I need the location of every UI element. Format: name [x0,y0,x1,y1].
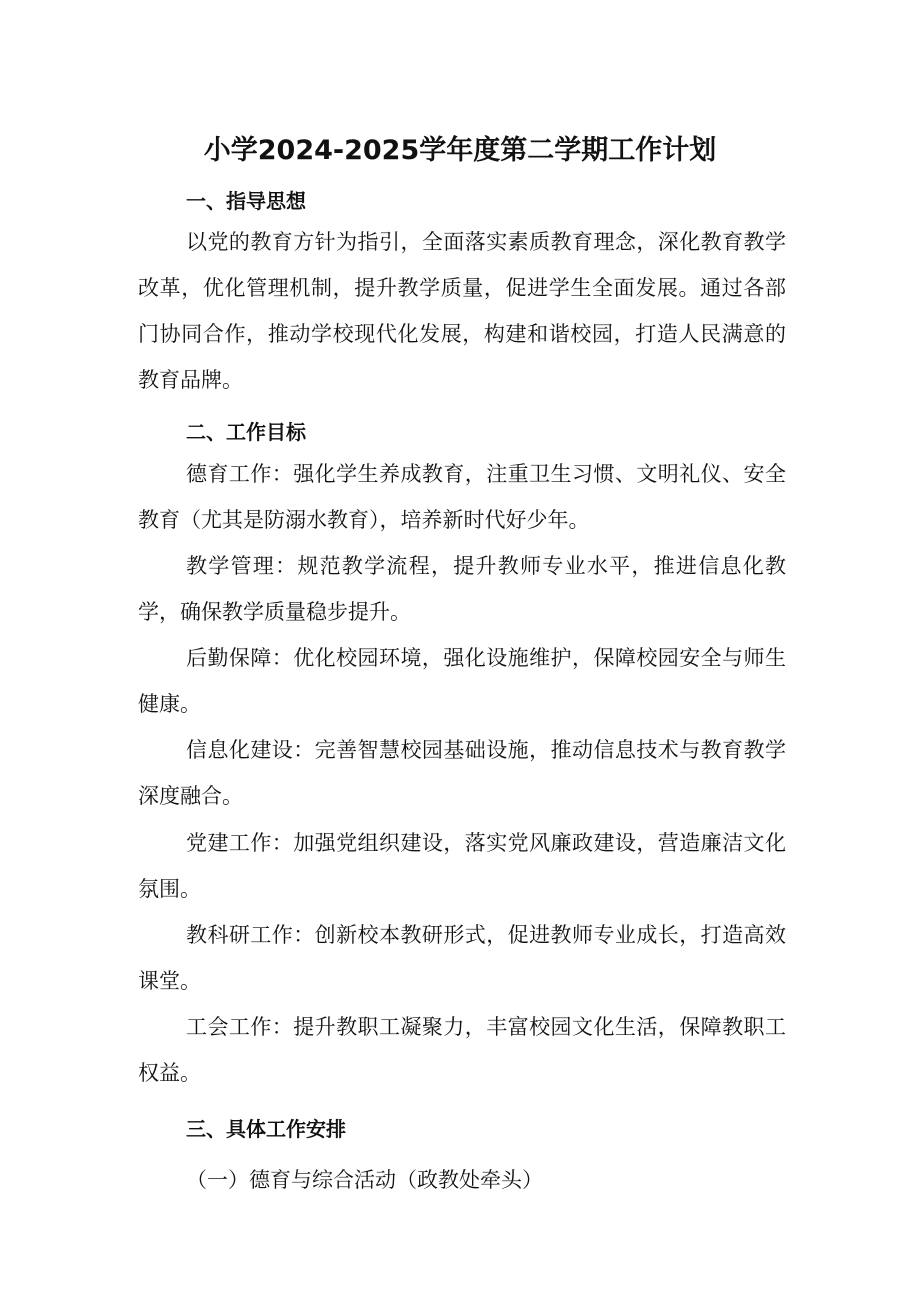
paragraph-goal-informatization: 信息化建设：完善智慧校园基础设施，推动信息技术与教育教学深度融合。 [138,738,786,808]
paragraph-goal-moral-education: 德育工作：强化学生养成教育，注重卫生习惯、文明礼仪、安全教育（尤其是防溺水教育），培养新时代好少年。 [138,462,786,532]
paragraph-goal-labor-union: 工会工作：提升教职工凝聚力，丰富校园文化生活，保障教职工权益。 [138,1015,786,1085]
paragraph-goal-teaching-management: 教学管理：规范教学流程，提升教师专业水平，推进信息化教学，确保教学质量稳步提升。 [138,554,786,624]
section-heading-work-goals: 二、工作目标 [186,420,306,444]
paragraph-guiding-ideology: 以党的教育方针为指引，全面落实素质教育理念，深化教育教学改革，优化管理机制，提升教学质量，促进学生全面发展。通过各部门协同合作，推动学校现代化发展，构建和谐校园，打造人民满意的教育品牌。 [138,230,786,392]
paragraph-goal-teaching-research: 教科研工作：创新校本教研形式，促进教师专业成长，打造高效课堂。 [138,923,786,993]
section-heading-guiding-ideology: 一、指导思想 [186,189,306,213]
document-title: 小学2024-2025学年度第二学期工作计划 [203,135,717,166]
subsection-heading-moral-activities: （一）德育与综合活动（政教处牵头） [186,1168,543,1192]
section-heading-specific-arrangements: 三、具体工作安排 [186,1117,346,1141]
paragraph-goal-logistics: 后勤保障：优化校园环境，强化设施维护，保障校园安全与师生健康。 [138,646,786,716]
paragraph-goal-party-building: 党建工作：加强党组织建设，落实党风廉政建设，营造廉洁文化氛围。 [138,831,786,901]
